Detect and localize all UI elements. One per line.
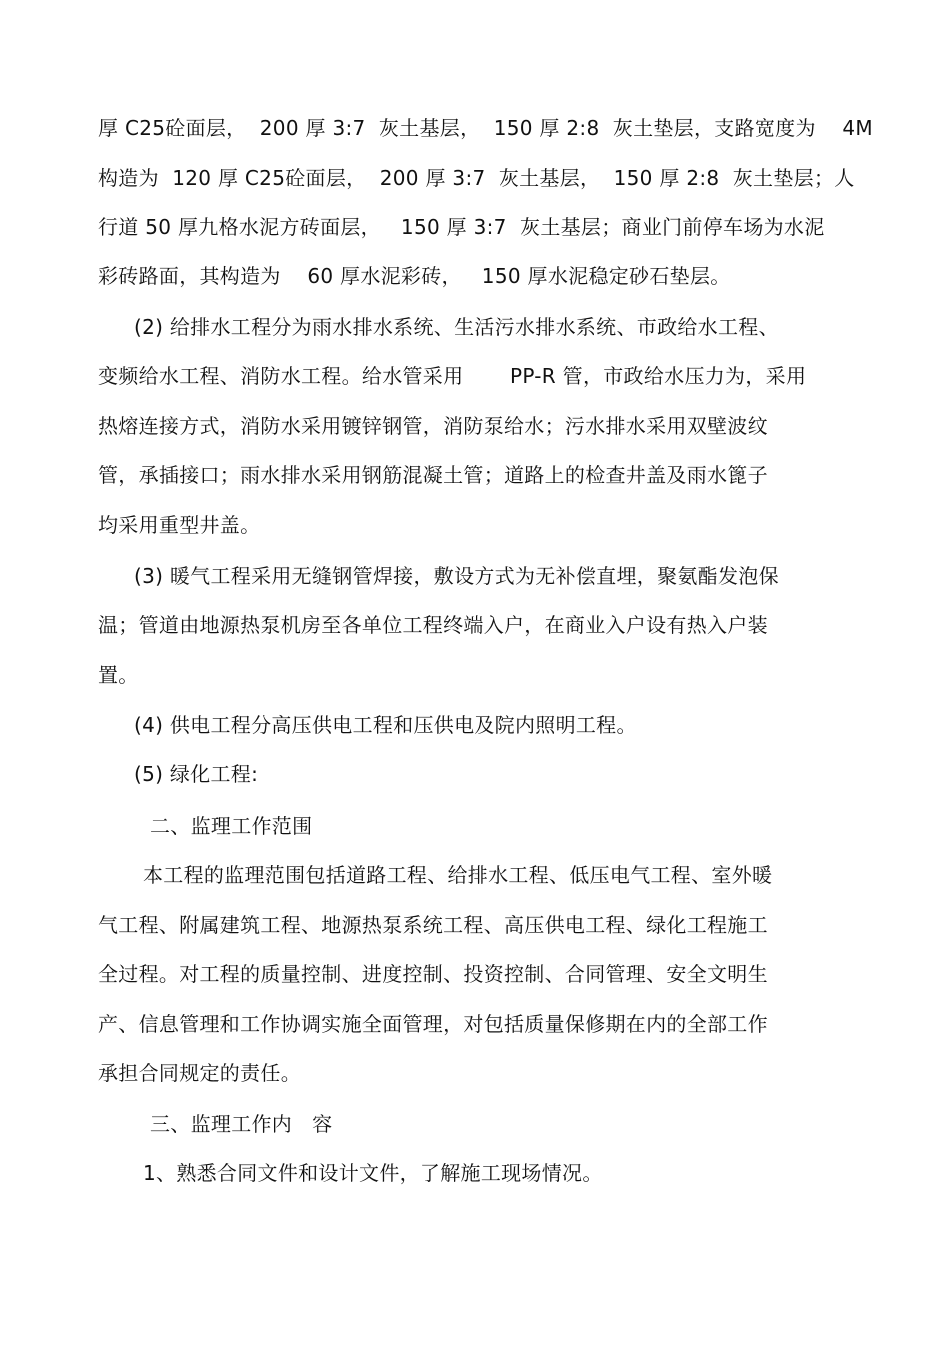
water-paragraph-line-1: (2) 给排水工程分为雨水排水系统、生活污水排水系统、市政给水工程、 [134,315,779,339]
section-3-heading: 三、监理工作内 容 [150,1112,333,1136]
heating-paragraph-line-3: 置。 [98,663,139,687]
heating-paragraph-line-2: 温；管道由地源热泵机房至各单位工程终端入户，在商业入户设有热入户装 [98,613,768,637]
scope-paragraph-line-3: 全过程。对工程的质量控制、进度控制、投资控制、合同管理、安全文明生 [98,962,768,986]
heating-paragraph-line-1: (3) 暖气工程采用无缝钢管焊接，敷设方式为无补偿直埋，聚氨酯发泡保 [134,564,779,588]
roads-paragraph-line-3: 行道 50 厚九格水泥方砖面层， 150 厚 3:7 灰土基层；商业门前停车场为水泥 [98,215,825,239]
roads-paragraph-line-2: 构造为 120 厚 C25砼面层， 200 厚 3:7 灰土基层， 150 厚 2:8 灰土垫层；人 [98,166,855,190]
roads-paragraph-line-1: 厚 C25砼面层， 200 厚 3:7 灰土基层， 150 厚 2:8 灰土垫层，支路宽度为 4M [98,116,873,140]
scope-paragraph-line-2: 气工程、附属建筑工程、地源热泵系统工程、高压供电工程、绿化工程施工 [98,913,768,937]
greening-item: (5) 绿化工程: [134,762,259,786]
section-2-heading: 二、监理工作范围 [150,814,313,838]
water-paragraph-line-2: 变频给水工程、消防水工程。给水管采用 PP-R 管，市政给水压力为，采用 [98,364,807,388]
scope-paragraph-line-5: 承担合同规定的责任。 [98,1061,301,1085]
water-paragraph-line-5: 均采用重型井盖。 [98,513,261,537]
scope-paragraph-line-1: 本工程的监理范围包括道路工程、给排水工程、低压电气工程、室外暖 [143,863,773,887]
content-item-1: 1、熟悉合同文件和设计文件，了解施工现场情况。 [143,1161,603,1185]
power-item: (4) 供电工程分高压供电工程和压供电及院内照明工程。 [134,713,637,737]
scope-paragraph-line-4: 产、信息管理和工作协调实施全面管理，对包括质量保修期在内的全部工作 [98,1012,768,1036]
roads-paragraph-line-4: 彩砖路面，其构造为 60 厚水泥彩砖， 150 厚水泥稳定砂石垫层。 [98,264,731,288]
water-paragraph-line-3: 热熔连接方式，消防水采用镀锌钢管，消防泵给水；污水排水采用双壁波纹 [98,414,768,438]
water-paragraph-line-4: 管，承插接口；雨水排水采用钢筋混凝土管；道路上的检查井盖及雨水篦子 [98,463,768,487]
